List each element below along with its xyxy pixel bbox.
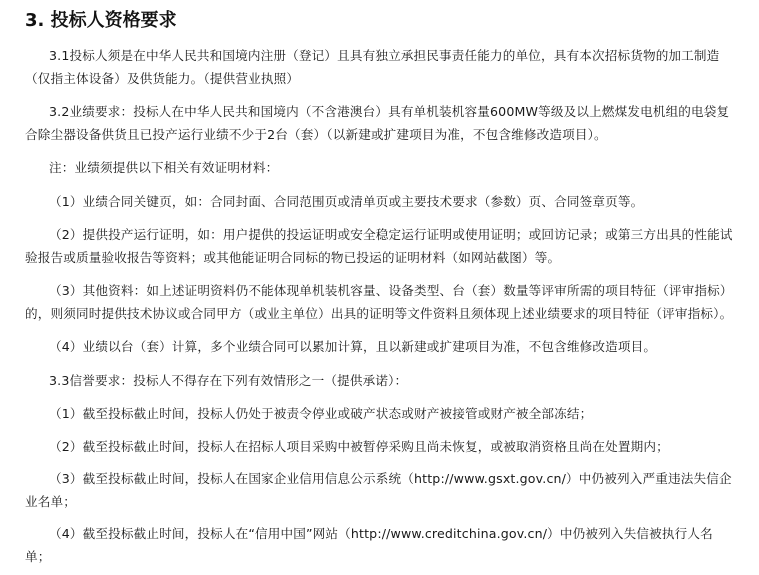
note-item-3: （3）其他资料：如上述证明资料仍不能体现单机装机容量、设备类型、台（套）数量等评审所需的项目特征（评审指标）的，则须同时提供技术协议或合同甲方（或业主单位）出具的证明等文件资料且须体现上述业绩要求的项目特征（评审指标）。	[25, 283, 733, 321]
credit-item-3: （3）截至投标截止时间，投标人在国家企业信用信息公示系统（http://www.gsxt.gov.cn/）中仍被列入严重违法失信企业名单；	[25, 471, 732, 509]
clause-3-1: 3.1投标人须是在中华人民共和国境内注册（登记）且具有独立承担民事责任能力的单位，具有本次招标货物的加工制造（仅指主体设备）及供货能力。（提供营业执照）	[25, 48, 720, 86]
note-item-1: （1）业绩合同关键页，如：合同封面、合同范围页或清单页或主要技术要求（参数）页、合同签章页等。	[49, 193, 644, 209]
clause-3-2: 3.2业绩要求：投标人在中华人民共和国境内（不含港澳台）具有单机装机容量600MW等级及以上燃煤发电机组的电袋复合除尘器设备供货且已投产运行业绩不少于2台（套）（以新建或扩建项目为准，不包含维修改造项目）。	[25, 104, 730, 142]
credit-item-2: （2）截至投标截止时间，投标人在招标人项目采购中被暂停采购且尚未恢复，或被取消资格且尚在处置期内；	[49, 438, 669, 454]
note-intro: 注：业绩须提供以下相关有效证明材料：	[49, 160, 279, 175]
credit-item-4: （4）截至投标截止时间，投标人在“信用中国”网站（http://www.creditchina.gov.cn/）中仍被列入失信被执行人名单；	[25, 526, 713, 564]
note-item-4: （4）业绩以台（套）计算，多个业绩合同可以累加计算，且以新建或扩建项目为准，不包含维修改造项目。	[49, 339, 657, 354]
section-heading: 3. 投标人资格要求	[25, 10, 177, 31]
note-item-2: （2）提供投产运行证明，如：用户提供的投运证明或安全稳定运行证明或使用证明；或回访记录；或第三方出具的性能试验报告或质量验收报告等资料；或其他能证明合同标的物已投运的证明材料（如网站截图）等。	[25, 227, 733, 265]
credit-item-1: （1）截至投标截止时间，投标人仍处于被责令停业或破产状态或财产被接管或财产被全部冻结；	[49, 406, 593, 421]
clause-3-3: 3.3信誉要求：投标人不得存在下列有效情形之一（提供承诺）：	[49, 372, 408, 388]
